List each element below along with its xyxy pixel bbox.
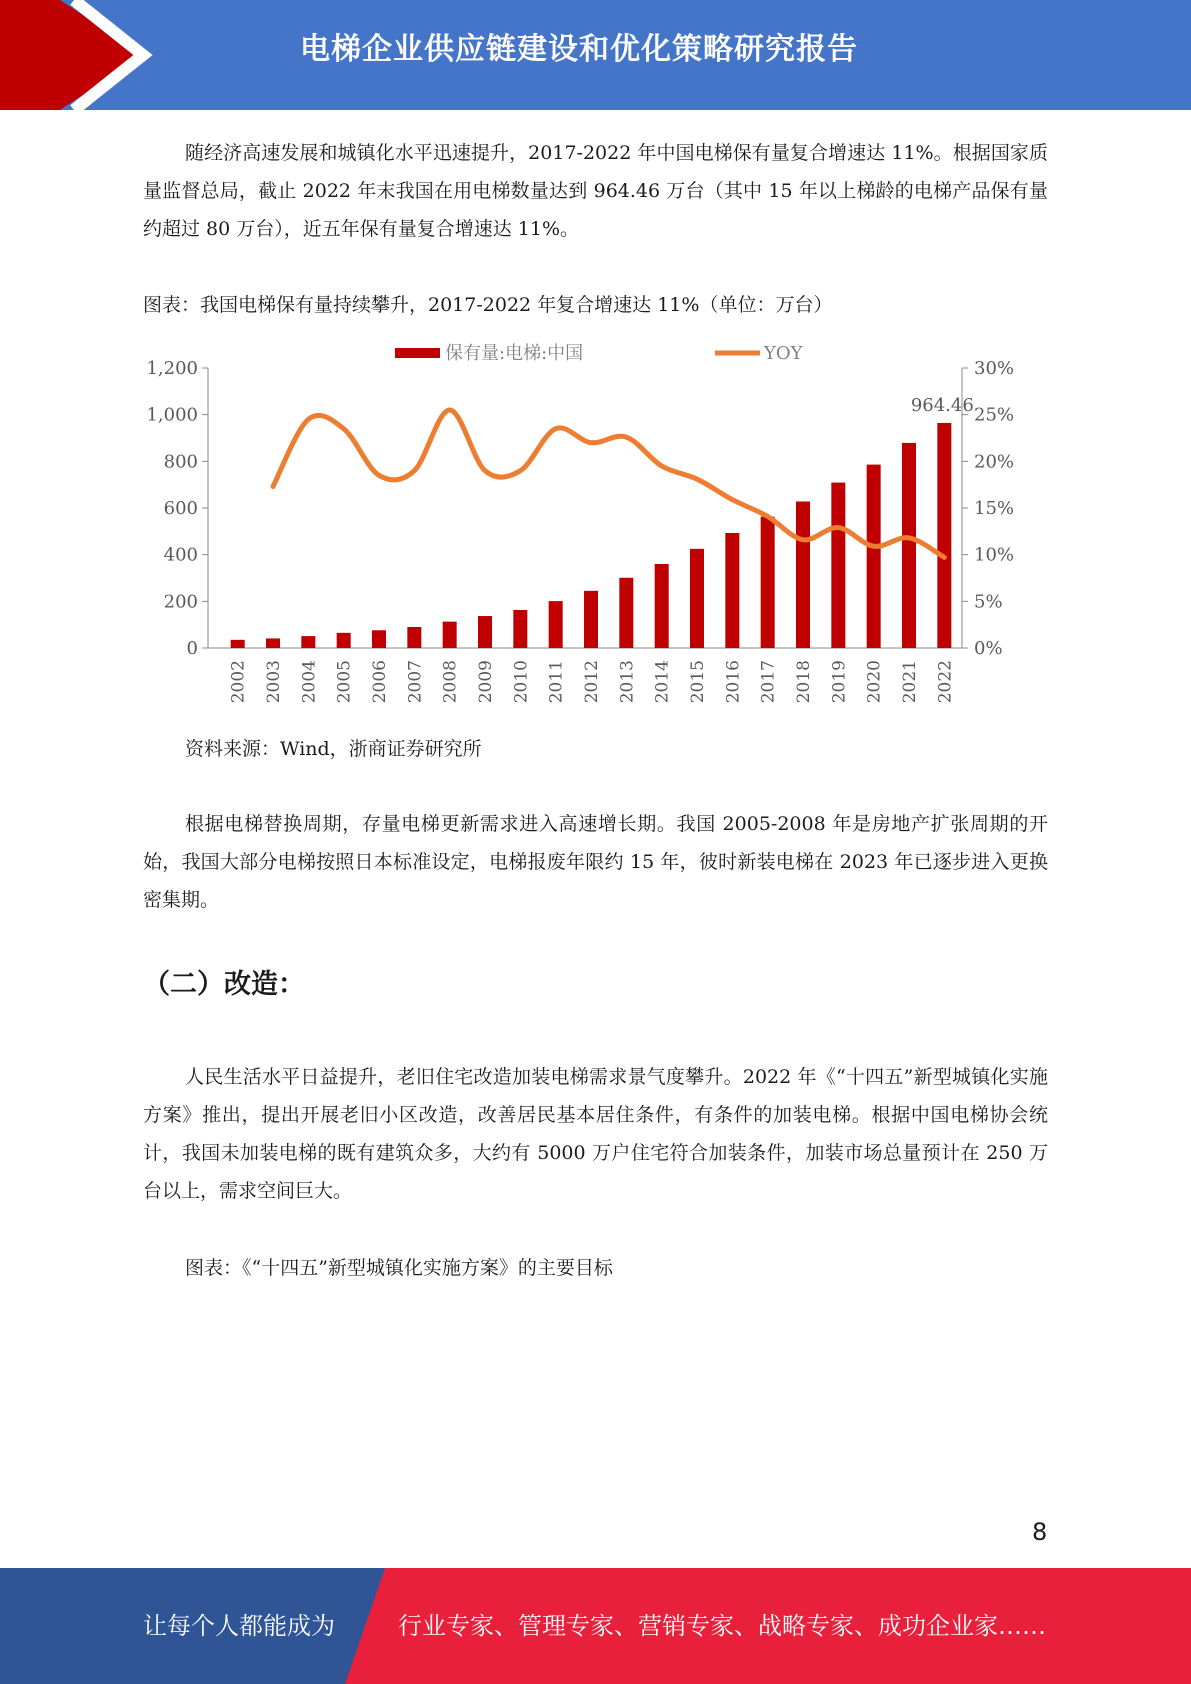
left-tick-label: 1,000	[146, 404, 198, 426]
bar-2021	[902, 443, 916, 648]
report-title: 电梯企业供应链建设和优化策略研究报告	[300, 32, 858, 67]
page-number: 8	[1032, 1518, 1048, 1546]
bar-2011	[549, 601, 563, 648]
bar-2005	[337, 633, 351, 648]
source-caption: 资料来源：Wind，浙商证券研究所	[185, 738, 482, 760]
data-label-2022: 964.46	[910, 394, 974, 416]
bar-2004	[301, 636, 315, 648]
x-tick-label: 2010	[511, 660, 532, 704]
right-tick-label: 15%	[974, 498, 1015, 519]
x-tick-label: 2007	[405, 660, 426, 704]
bar-2018	[796, 501, 810, 648]
x-tick-label: 2021	[900, 660, 920, 704]
bar-2013	[619, 578, 633, 648]
bar-2014	[655, 564, 669, 648]
x-tick-label: 2006	[370, 660, 390, 704]
footer-slogan-right: 行业专家、管理专家、营销专家、战略专家、成功企业家……	[398, 1612, 1046, 1640]
x-tick-label: 2017	[758, 660, 779, 704]
elevator-stock-chart	[140, 330, 1040, 715]
x-tick-label: 2015	[688, 660, 708, 704]
legend	[395, 343, 804, 364]
left-tick-label: 1,200	[146, 358, 198, 379]
bar-2009	[478, 616, 492, 648]
x-tick-label: 2020	[864, 660, 885, 704]
x-tick-label: 2012	[582, 660, 602, 704]
x-tick-label: 2019	[829, 660, 850, 704]
bar-2003	[266, 638, 280, 648]
bar-2020	[867, 465, 881, 648]
x-tick-label: 2005	[334, 660, 355, 704]
paragraph-3: 人民生活水平日益提升，老旧住宅改造加装电梯需求景气度攀升。2022 年《“十四五”新型城镇化实施方案》推出，提出开展老旧小区改造，改善居民基本居住条件，有条件的加装电梯。根据中国电梯协会统计，我国未加装电梯的既有建筑众多，大约有 5000 万户住宅符合加装条件，加装市场总量预计在 250 万台以上，需求空间巨大。	[143, 1066, 1048, 1202]
bar-2017	[761, 517, 775, 648]
bar-2016	[725, 533, 739, 648]
x-tick-label: 2013	[617, 660, 638, 704]
paragraph-2: 根据电梯替换周期，存量电梯更新需求进入高速增长期。我国 2005-2008 年是房地产扩张周期的开始，我国大部分电梯按照日本标准设定，电梯报废年限约 15 年，彼时新装电梯在 2023 年已逐步进入更换密集期。	[143, 813, 1048, 911]
header-arrow-decoration	[0, 0, 160, 110]
left-tick-label: 0	[186, 638, 198, 659]
right-tick-label: 25%	[974, 404, 1015, 426]
left-tick-label: 200	[163, 591, 198, 613]
left-tick-label: 400	[163, 544, 198, 566]
left-tick-label: 600	[163, 498, 198, 519]
footer-slogan-left: 让每个人都能成为	[143, 1612, 335, 1640]
x-tick-label: 2016	[723, 660, 744, 704]
legend-bar-swatch	[395, 348, 440, 358]
right-tick-label: 10%	[974, 544, 1015, 566]
bar-2019	[831, 483, 845, 648]
x-tick-label: 2003	[264, 660, 284, 704]
plot-area	[146, 358, 1014, 703]
bar-2007	[407, 627, 421, 648]
table-caption: 图表：《“十四五”新型城镇化实施方案》的主要目标	[185, 1257, 613, 1279]
section-heading: （二）改造：	[143, 969, 305, 1000]
legend-line-label: YOY	[764, 343, 803, 364]
bar-2008	[443, 622, 457, 648]
page-header	[0, 0, 1191, 110]
left-tick-label: 800	[163, 451, 198, 473]
x-tick-label: 2009	[476, 660, 496, 704]
bar-2012	[584, 591, 598, 648]
page-footer	[0, 1568, 1191, 1684]
x-tick-label: 2018	[794, 660, 814, 704]
x-tick-label: 2011	[546, 660, 567, 704]
bar-2022	[937, 423, 951, 648]
x-tick-label: 2014	[652, 660, 673, 704]
chart-caption: 图表：我国电梯保有量持续攀升，2017-2022 年复合增速达 11%（单位：万台）	[143, 294, 833, 316]
x-tick-label: 2002	[228, 660, 249, 704]
right-tick-label: 5%	[974, 591, 1003, 613]
x-tick-label: 2008	[440, 660, 461, 704]
right-tick-label: 20%	[974, 451, 1015, 473]
x-tick-label: 2022	[935, 660, 956, 704]
bar-2006	[372, 630, 386, 648]
legend-bar-label: 保有量:电梯:中国	[445, 343, 584, 364]
right-tick-label: 0%	[974, 638, 1003, 659]
bar-2002	[231, 640, 245, 648]
paragraph-1: 随经济高速发展和城镇化水平迅速提升，2017-2022 年中国电梯保有量复合增速达 11%。根据国家质量监督总局，截止 2022 年末我国在用电梯数量达到 964.46 万台（其中 15 年以上梯龄的电梯产品保有量约超过 80 万台），近五年保有量复合增速达 11%。	[143, 142, 1048, 240]
x-tick-label: 2004	[299, 660, 320, 704]
bar-2015	[690, 549, 704, 648]
right-tick-label: 30%	[974, 358, 1015, 379]
bar-2010	[513, 610, 527, 648]
